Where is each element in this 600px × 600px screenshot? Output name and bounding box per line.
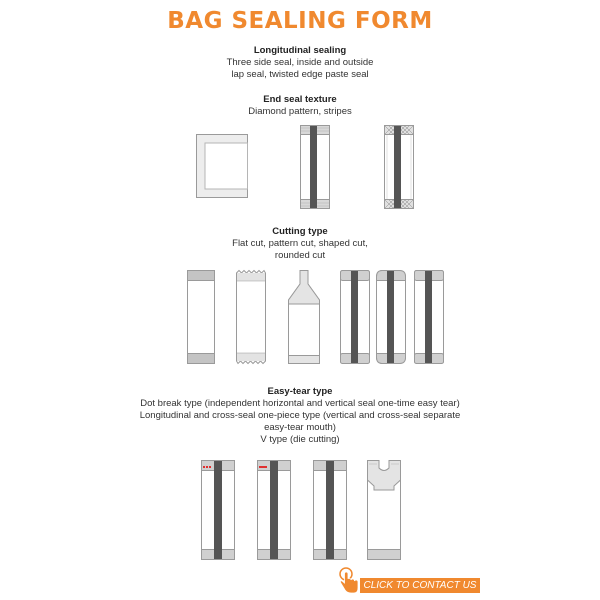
pointing-hand-icon[interactable] — [338, 567, 360, 595]
section-desc-end-seal-texture — [0, 106, 600, 118]
desc-line: lap seal, twisted edge paste seal — [231, 69, 369, 80]
dot-break-easy-tear-bag-diagram — [201, 460, 235, 560]
page-title: BAG SEALING FORM — [167, 8, 433, 34]
one-piece-easy-tear-bag-diagram — [257, 460, 291, 560]
desc-line: V type (die cutting) — [260, 434, 340, 445]
pattern-cut-bag-diagram — [236, 270, 266, 364]
desc-line: Dot break type (independent horizontal and vertical seal one-time easy tear) — [140, 398, 460, 409]
section-title-easy-tear-type: Easy-tear type — [267, 386, 333, 397]
desc-line: rounded cut — [274, 250, 326, 261]
section-title-longitudinal-sealing: Longitudinal sealing — [253, 45, 347, 56]
section-title-end-seal-texture: End seal texture — [263, 94, 337, 105]
three-side-seal-bag-diagram — [196, 134, 248, 198]
v-type-die-cut-bag-diagram — [367, 460, 401, 560]
desc-line: Three side seal, inside and outside — [226, 57, 374, 68]
section-title-cutting-type: Cutting type — [272, 226, 328, 237]
contact-us-button[interactable]: CLICK TO CONTACT US — [360, 578, 480, 593]
desc-line: Longitudinal and cross-seal one-piece type (vertical and cross-seal separate — [139, 410, 461, 421]
stripe-seal-easy-tear-bag-diagram — [313, 460, 347, 560]
desc-line: Diamond pattern, stripes — [248, 106, 352, 117]
section-desc-cutting-type — [0, 238, 600, 262]
diamond-end-seal-bag-diagram — [384, 125, 414, 209]
desc-line: easy-tear mouth) — [264, 422, 336, 433]
stripe-end-seal-bag-diagram — [300, 125, 330, 209]
section-desc-longitudinal-sealing — [0, 57, 600, 81]
rounded-cut-bag-diagram — [376, 270, 406, 364]
stripe-seal-bag-diagram — [340, 270, 370, 364]
shaped-cut-bag-diagram — [288, 270, 320, 364]
section-desc-easy-tear-type — [0, 398, 600, 446]
flat-cut-bag-diagram — [187, 270, 215, 364]
desc-line: Flat cut, pattern cut, shaped cut, — [232, 238, 368, 249]
seal-bag-with-notch-diagram — [414, 270, 444, 364]
